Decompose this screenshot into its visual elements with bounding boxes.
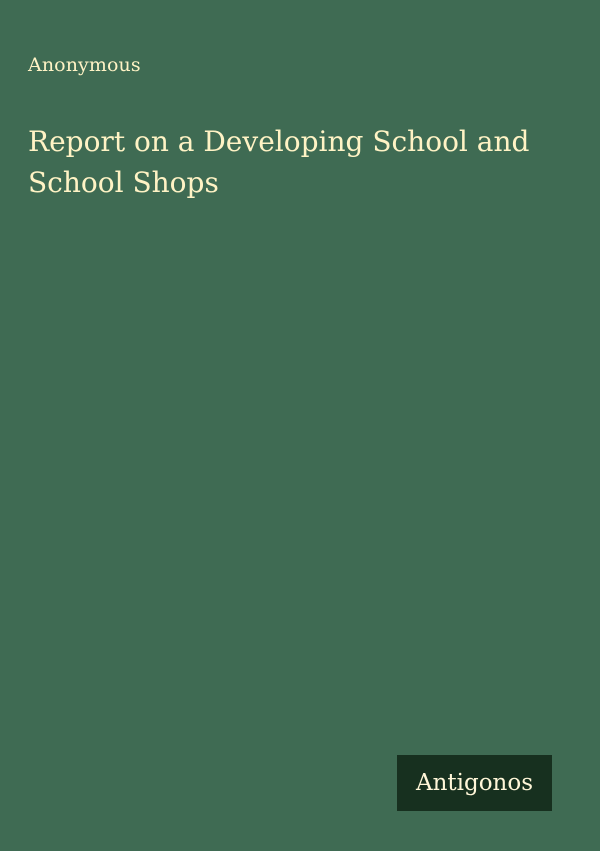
book-title: Report on a Developing School and School Shops xyxy=(28,125,530,199)
publisher-badge xyxy=(397,755,552,811)
author-name: Anonymous xyxy=(28,54,141,76)
publisher-name: Antigonos xyxy=(415,769,534,796)
